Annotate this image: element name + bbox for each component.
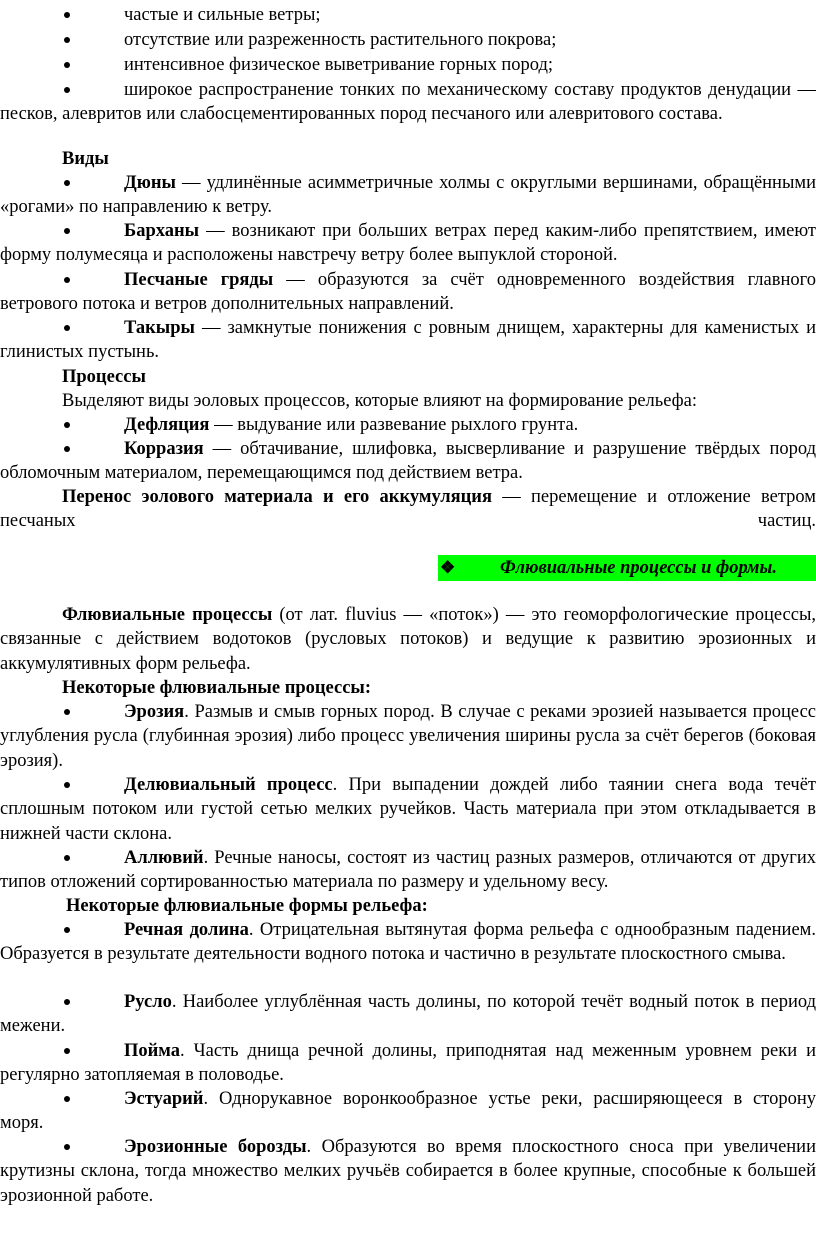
term: Корразия <box>124 439 204 459</box>
fluvial-forms-heading: Некоторые флювиальные формы рельефа: <box>66 896 428 916</box>
list-item: Аллювий. Речные наносы, состоят из частиц разных размеров, отличаются от других типов отложений сортированностью материала по размеру и удельному весу. <box>0 848 816 893</box>
term: Пойма <box>124 1041 181 1061</box>
fluvial-intro: Флювиальные процессы (от лат. fluvius — «поток») — это геоморфологические процессы, связанные с действием водотоков (русловых потоков) и ведущие к развитию эрозионных и аккумулятивных форм рельефа. <box>0 605 816 674</box>
list-item: Пойма. Часть днища речной долины, приподнятая над меженным уровнем реки и регулярно затопляемая в половодье. <box>0 1041 816 1086</box>
list-item: Эрозионные борозды. Образуются во время плоскостного сноса при увеличении крутизны склона, тогда множество мелких ручьёв собирается в более крупные, способные к большей эрозионной работе. <box>0 1137 816 1206</box>
types-heading: Виды <box>62 149 109 169</box>
term: Такыры <box>124 318 195 338</box>
list-item: частые и сильные ветры; <box>124 5 321 25</box>
term: Русло <box>124 992 172 1012</box>
term: Эрозионные борозды <box>124 1137 307 1157</box>
section-title-text: Флювиальные процессы и формы. <box>500 558 777 578</box>
term: Дюны <box>124 173 176 193</box>
list-item: Делювиальный процесс. При выпадении дождей либо таянии снега вода течёт сплошным потоком или густой сетью мелких ручейков. Часть материала при этом откладывается в нижней части склона. <box>0 775 816 844</box>
list-item: Такыры — замкнутые понижения с ровным днищем, характерны для каменистых и глинистых пустынь. <box>0 318 816 363</box>
term: Эрозия <box>124 702 185 722</box>
list-item: Эрозия. Размыв и смыв горных пород. В случае с реками эрозией называется процесс углубления русла (глубинная эрозия) либо процесс увеличения ширины русла за счёт берегов (боковая эрозия). <box>0 702 816 771</box>
term: Эстуарий <box>124 1089 204 1109</box>
list-item: отсутствие или разреженность растительного покрова; <box>124 30 557 50</box>
section-title <box>0 555 816 581</box>
diamond-bullet-icon: ❖ <box>440 558 456 577</box>
term: Речная долина <box>124 920 249 940</box>
term: Аллювий <box>124 848 204 868</box>
list-item: Речная долина. Отрицательная вытянутая форма рельефа с однообразным падением. Образуется в результате деятельности водного потока и частично в результате плоскостного смыва. <box>0 920 816 965</box>
list-item: широкое распространение тонких по механическому составу продуктов денудации — песков, алевритов или слабосцементированных пород песчаного или алевритового состава. <box>0 80 816 125</box>
processes-intro: Выделяют виды эоловых процессов, которые влияют на формирование рельефа: <box>62 391 697 411</box>
list-item: Эстуарий. Однорукавное воронкообразное устье реки, расширяющееся в сторону моря. <box>0 1089 816 1134</box>
list-item: Корразия — обтачивание, шлифовка, высверливание и разрушение твёрдых пород обломочным материалом, перемещающимся под действием ветра. <box>0 439 816 484</box>
list-item: Дюны — удлинённые асимметричные холмы с округлыми вершинами, обращёнными «рогами» по направлению к ветру. <box>0 173 816 218</box>
list-item: интенсивное физическое выветривание горных пород; <box>124 55 554 75</box>
term: Делювиальный процесс <box>124 775 333 795</box>
term: Барханы <box>124 221 200 241</box>
term: Флювиальные процессы <box>62 605 273 625</box>
transfer-paragraph: Перенос эолового материала и его аккумуляция — перемещение и отложение ветром песчаных частиц. <box>0 487 816 532</box>
term: Дефляция <box>124 415 210 435</box>
list-item: Песчаные гряды — образуются за счёт одновременного воздействия главного ветрового потока и ветров дополнительных направлений. <box>0 270 816 315</box>
term: Перенос эолового материала и его аккумуляция <box>62 487 492 507</box>
term: Песчаные гряды <box>124 270 274 290</box>
list-item: Барханы — возникают при больших ветрах перед каким-либо препятствием, имеют форму полумесяца и расположены навстречу ветру более выпуклой стороной. <box>0 221 816 266</box>
list-item: Русло. Наиболее углублённая часть долины, по которой течёт водный поток в период межени. <box>0 992 816 1037</box>
fluvial-processes-heading: Некоторые флювиальные процессы: <box>62 678 372 698</box>
list-item: Дефляция — выдувание или развевание рыхлого грунта. <box>124 415 579 435</box>
processes-heading: Процессы <box>62 367 146 387</box>
